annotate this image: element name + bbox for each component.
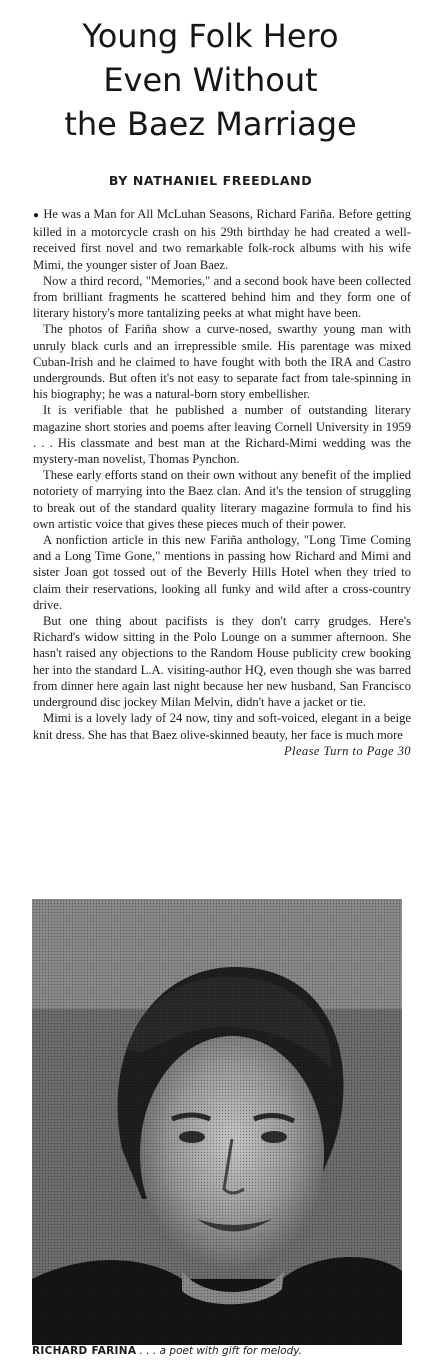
portrait-image: [32, 899, 402, 1345]
bullet-icon: ●: [33, 210, 40, 221]
article-paragraph-8: Mimi is a lovely lady of 24 now, tiny and soft-voiced, elegant in a beige knit dress. She has that Baez olive-skinned beauty, her face is much more: [33, 711, 411, 742]
article-paragraph-7: But one thing about pacifists is they don't carry grudges. Here's Richard's widow sitting in the Polo Lounge on a summer afternoon. She hasn't raised any objections to the Random House publicity crew booking her into the standard L.A. visiting-author HQ, even though she was barred from dinner here again last night because her new husband, San Francisco underground disc jockey Milan Melvin, didn't have a jacket or tie.: [33, 614, 411, 710]
caption-text: . . . a poet with gift for melody.: [136, 1345, 302, 1357]
headline-line-1: Young Folk Hero: [82, 17, 339, 55]
article-paragraph-1: [33, 206, 411, 273]
headline-line-2: Even Without: [103, 61, 318, 99]
caption-name: RICHARD FARINA: [32, 1345, 137, 1357]
article-paragraph-2: Now a third record, "Memories," and a second book have been collected from brilliant fragments he scattered behind him and they form one of literary history's more tantalizing peeks at what might have been.: [33, 273, 411, 321]
article-paragraph-6: A nonfiction article in this new Fariña anthology, "Long Time Coming and a Long Time Gone," mentions in passing how Richard and Mimi and sister Joan got tossed out of the Beverly Hills Hotel when they tried to claim their reservations, looking all funky and wild after a cross-country drive.: [33, 533, 411, 612]
article-paragraph-4: It is verifiable that he published a number of outstanding literary magazine short stories and poems after leaving Cornell University in 1959 . . . His classmate and best man at the Richard-Mimi wedding was the mystery-man novelist, Thomas Pynchon.: [33, 403, 411, 467]
article-paragraph-3: The photos of Fariña show a curve-nosed, swarthy young man with unruly black curls and an irrepressible smile. His parentage was mixed Cuban-Irish and he claimed to have fought with both the IRA and Castro undergrounds. But often it's not easy to separate fact from tale-spinning in his biography; he was a natural-born story embellisher.: [33, 322, 411, 402]
headline-line-3: the Baez Marriage: [64, 105, 357, 143]
photo-caption: [32, 1345, 402, 1357]
article-paragraph-5: These early efforts stand on their own without any benefit of the implied notoriety of marrying into the Baez clan. And it's the tension of struggling to break out of the standard quality literary magazine formula to find his own artistic voice that gives these pieces much of their power.: [33, 468, 411, 531]
headline: [0, 14, 421, 146]
paragraph-1-text: He was a Man for All McLuhan Seasons, Richard Fariña. Before getting killed in a motorcycle crash on his 29th birthday he had created a well-received first novel and two remarkable folk-rock albums with his wife Mimi, the younger sister of Joan Baez.: [33, 207, 411, 272]
article-body: [33, 206, 411, 759]
byline: BY NATHANIEL FREEDLAND: [108, 173, 313, 188]
portrait-photo: [32, 899, 402, 1345]
continuation-line: Please Turn to Page 30: [283, 743, 411, 758]
